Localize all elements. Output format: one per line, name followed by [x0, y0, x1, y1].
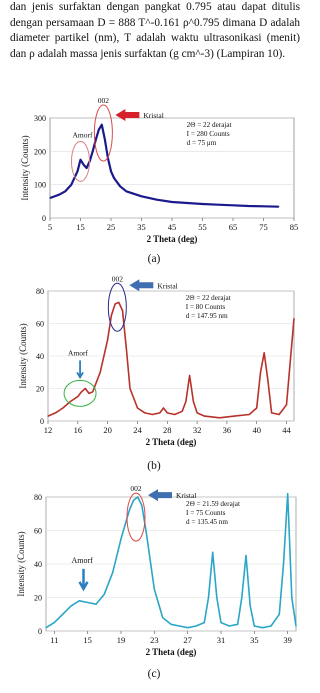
info-line: I = 75 Counts — [186, 509, 226, 517]
y-tick-label: 200 — [34, 147, 46, 157]
data-point — [249, 414, 250, 415]
caption-c: (c) — [147, 668, 161, 680]
kristal-label: Kristal — [176, 491, 197, 501]
x-tick-label: 12 — [43, 425, 53, 435]
data-point — [219, 417, 220, 418]
data-point — [232, 205, 233, 206]
peak-label: 002 — [97, 96, 109, 105]
data-point — [80, 159, 81, 160]
data-point — [195, 625, 196, 626]
y-tick-label: 0 — [40, 417, 44, 426]
x-tick-label: 45 — [167, 222, 177, 232]
data-point — [264, 352, 265, 353]
data-point — [279, 614, 280, 615]
x-tick-label: 19 — [116, 635, 126, 645]
info-line: 2Θ = 22 derajat — [186, 121, 232, 129]
x-tick-label: 39 — [283, 635, 292, 645]
data-point — [174, 414, 175, 415]
y-axis-label: Intensity (Counts) — [18, 323, 28, 389]
chart-c-svg — [14, 484, 300, 662]
data-point — [86, 167, 87, 168]
info-line: 2Θ = 21.59 derajat — [186, 500, 240, 508]
data-point — [126, 191, 127, 192]
y-tick-label: 300 — [34, 114, 46, 123]
x-tick-label: 44 — [282, 425, 291, 435]
y-tick-label: 80 — [34, 493, 42, 502]
data-point — [187, 627, 188, 628]
y-tick-label: 0 — [42, 214, 46, 223]
data-point — [133, 500, 134, 501]
data-point — [262, 627, 263, 628]
data-point — [70, 401, 71, 402]
data-point — [45, 627, 46, 628]
y-tick-label: 100 — [34, 180, 46, 190]
data-point — [187, 202, 188, 203]
data-point — [254, 625, 255, 626]
data-point — [120, 538, 121, 539]
data-point — [137, 496, 138, 497]
info-line: I = 280 Counts — [186, 130, 230, 138]
data-point — [111, 315, 112, 316]
y-tick-label: 40 — [36, 352, 44, 361]
data-point — [81, 391, 82, 392]
data-point — [189, 375, 190, 376]
info-line: d = 147.95 nm — [185, 312, 228, 320]
caption-a: (a) — [147, 253, 161, 265]
data-point — [241, 597, 242, 598]
y-tick-label: 60 — [36, 319, 44, 329]
data-point — [208, 597, 209, 598]
data-point — [141, 505, 142, 506]
data-point — [270, 625, 271, 626]
data-point — [55, 412, 56, 413]
data-point — [144, 412, 145, 413]
data-point — [129, 388, 130, 389]
y-axis-label: Intensity (Counts) — [16, 531, 26, 597]
x-tick-label: 5 — [47, 222, 53, 232]
x-axis-label: 2 Theta (deg) — [145, 437, 197, 447]
data-point — [62, 407, 63, 408]
data-point — [79, 600, 80, 601]
data-point — [104, 139, 105, 140]
body-paragraph — [10, 0, 300, 62]
x-tick-label: 28 — [163, 425, 172, 435]
data-point — [126, 347, 127, 348]
y-axis-label: Intensity (Counts) — [20, 135, 30, 201]
data-point — [62, 614, 63, 615]
caption-b: (b) — [147, 460, 161, 472]
data-point — [185, 401, 186, 402]
x-axis-label: 2 Theta (deg) — [145, 647, 197, 657]
data-point — [120, 186, 121, 187]
data-point — [237, 624, 238, 625]
data-point — [171, 201, 172, 202]
data-point — [65, 191, 66, 192]
data-point — [95, 139, 96, 140]
data-point — [163, 407, 164, 408]
data-point — [110, 171, 111, 172]
x-tick-label: 25 — [106, 222, 116, 232]
data-point — [287, 493, 288, 494]
chart-b-svg — [14, 274, 300, 453]
x-tick-label: 15 — [76, 222, 85, 232]
data-point — [154, 589, 155, 590]
data-point — [141, 196, 142, 197]
amorf-label: Amorf — [71, 555, 93, 565]
y-tick-label: 40 — [34, 560, 42, 569]
x-axis-label: 2 Theta (deg) — [146, 234, 198, 244]
data-point — [49, 197, 50, 198]
data-point — [104, 594, 105, 595]
data-point — [212, 552, 213, 553]
data-point — [182, 411, 183, 412]
data-point — [85, 388, 86, 389]
data-point — [159, 412, 160, 413]
data-point — [295, 625, 296, 626]
x-tick-label: 23 — [150, 635, 159, 645]
x-tick-label: 15 — [83, 635, 92, 645]
x-tick-label: 11 — [50, 635, 59, 645]
data-point — [88, 393, 89, 394]
info-line: 2Θ = 22 derajat — [185, 294, 231, 302]
data-point — [271, 412, 272, 413]
x-tick-label: 40 — [252, 425, 261, 435]
data-point — [204, 416, 205, 417]
x-tick-label: 35 — [137, 222, 146, 232]
data-point — [220, 622, 221, 623]
kristal-arrow-icon — [129, 279, 153, 291]
data-point — [179, 625, 180, 626]
data-point — [167, 412, 168, 413]
data-point — [137, 407, 138, 408]
data-point — [196, 412, 197, 413]
data-point — [217, 204, 218, 205]
x-tick-label: 24 — [133, 425, 142, 435]
data-point — [77, 171, 78, 172]
data-point — [77, 396, 78, 397]
x-tick-label: 31 — [216, 635, 226, 645]
y-tick-label: 20 — [36, 384, 44, 394]
data-point — [204, 622, 205, 623]
data-point — [71, 184, 72, 185]
data-point — [170, 624, 171, 625]
data-point — [234, 416, 235, 417]
xrd-chart-b — [14, 274, 300, 453]
data-point — [47, 416, 48, 417]
data-point — [286, 404, 287, 405]
data-point — [92, 391, 93, 392]
x-tick-label: 36 — [222, 425, 232, 435]
data-point — [278, 414, 279, 415]
x-tick-label: 16 — [73, 425, 83, 435]
y-tick-label: 80 — [36, 287, 44, 296]
data-point — [92, 151, 93, 152]
y-tick-label: 0 — [38, 627, 42, 636]
data-point — [113, 177, 114, 178]
data-point — [112, 572, 113, 573]
data-point — [216, 597, 217, 598]
data-point — [95, 604, 96, 605]
data-point — [248, 205, 249, 206]
data-point — [87, 602, 88, 603]
data-point — [162, 617, 163, 618]
amorf-label: Amorf — [72, 130, 93, 140]
data-point — [54, 622, 55, 623]
data-point — [145, 530, 146, 531]
kristal-label: Kristal — [157, 281, 178, 291]
data-point — [129, 510, 130, 511]
data-point — [245, 555, 246, 556]
data-point — [250, 605, 251, 606]
data-point — [114, 303, 115, 304]
kristal-label: Kristal — [143, 111, 164, 120]
data-point — [59, 194, 60, 195]
data-point — [83, 164, 84, 165]
data-point — [263, 206, 264, 207]
data-point — [98, 129, 99, 130]
data-point — [293, 318, 294, 319]
data-point — [156, 199, 157, 200]
data-point — [193, 401, 194, 402]
x-tick-label: 55 — [198, 222, 207, 232]
data-point — [100, 372, 101, 373]
info-line: I = 80 Counts — [185, 303, 226, 311]
data-point — [152, 414, 153, 415]
data-point — [256, 407, 257, 408]
amorf-label: Amorf — [68, 348, 89, 358]
y-tick-label: 20 — [34, 593, 42, 603]
data-point — [283, 563, 284, 564]
data-point — [260, 372, 261, 373]
data-point — [107, 339, 108, 340]
x-tick-label: 27 — [183, 635, 192, 645]
xrd-chart-c — [14, 484, 300, 662]
info-line: d = 75 μm — [186, 139, 217, 147]
xrd-chart-a — [14, 96, 300, 245]
data-point — [122, 310, 123, 311]
data-point — [70, 605, 71, 606]
data-point — [202, 203, 203, 204]
chart-a-svg — [14, 96, 300, 245]
info-line: d = 135.45 nm — [186, 518, 228, 526]
data-point — [278, 206, 279, 207]
x-tick-label: 35 — [250, 635, 259, 645]
data-point — [118, 302, 119, 303]
data-point — [101, 124, 102, 125]
peak-label: 002 — [130, 484, 142, 494]
x-tick-label: 20 — [103, 425, 112, 435]
y-tick-label: 60 — [34, 526, 42, 536]
data-point — [291, 597, 292, 598]
x-tick-label: 65 — [228, 222, 238, 232]
paragraph-text: dan jenis surfaktan dengan pangkat 0.795 atau dapat ditulis dengan persamaan D = 888 T^-0.161 ρ^0.795 dimana D adalah diameter partikel (nm), T adalah waktu ultrasonikasi (menit) dan ρ adalah massa jenis surfaktan (g cm^-3) (Lampiran 10). — [10, 1, 300, 60]
x-tick-label: 85 — [289, 222, 299, 232]
x-tick-label: 32 — [192, 425, 202, 435]
data-point — [267, 380, 268, 381]
data-point — [229, 625, 230, 626]
x-tick-label: 75 — [259, 222, 268, 232]
peak-label: 002 — [111, 274, 123, 284]
